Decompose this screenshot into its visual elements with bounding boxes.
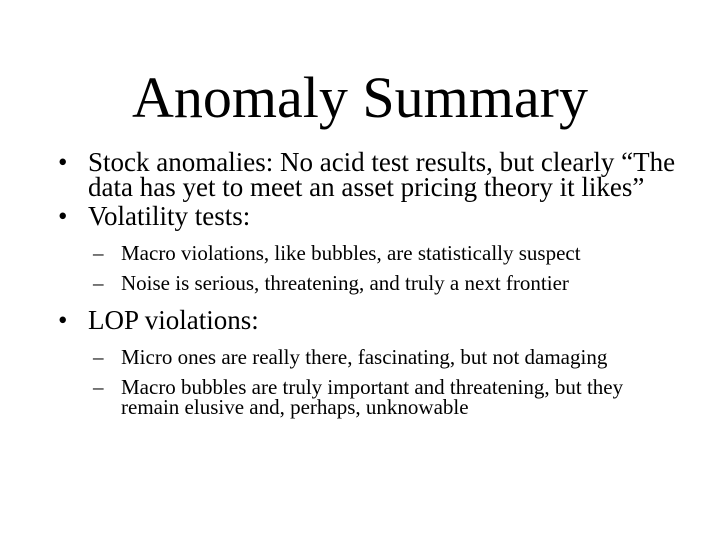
- sub-bullet-text: Macro bubbles are truly important and threatening, but they remain elusive and, perhaps, unknowable: [121, 375, 624, 419]
- sub-bullet-noise: [93, 273, 678, 293]
- bullet-lop-violations: [58, 305, 678, 335]
- slide-title: Anomaly Summary: [132, 65, 588, 130]
- bullet-text: Stock anomalies: No acid test results, but clearly “The data has yet to meet an asset pricing theory it likes”: [88, 147, 676, 202]
- slide-body: [58, 147, 678, 419]
- sub-bullet-marker: –: [93, 375, 104, 399]
- sub-bullet-marker: –: [93, 241, 104, 265]
- sub-bullet-text: Micro ones are really there, fascinating, but not damaging: [121, 345, 608, 369]
- sub-bullet-text: Noise is serious, threatening, and truly a next frontier: [121, 271, 569, 295]
- sub-list-volatility: [58, 243, 678, 293]
- sub-bullet-marker: –: [93, 271, 104, 295]
- sub-bullet-marker: –: [93, 345, 104, 369]
- sub-bullet-text: Macro violations, like bubbles, are statistically suspect: [121, 241, 581, 265]
- bullet-marker: •: [58, 147, 68, 177]
- sub-bullet-macro-violations: [93, 243, 678, 263]
- bullet-marker: •: [58, 201, 68, 231]
- bullet-volatility-tests: [58, 201, 678, 231]
- bullet-text: Volatility tests:: [88, 201, 251, 231]
- bullet-stock-anomalies: [58, 147, 678, 202]
- sub-list-lop: [58, 347, 678, 417]
- bullet-marker: •: [58, 305, 68, 335]
- sub-bullet-micro-ones: [93, 347, 678, 367]
- bullet-text: LOP violations:: [88, 305, 259, 335]
- sub-bullet-macro-bubbles: [93, 377, 678, 417]
